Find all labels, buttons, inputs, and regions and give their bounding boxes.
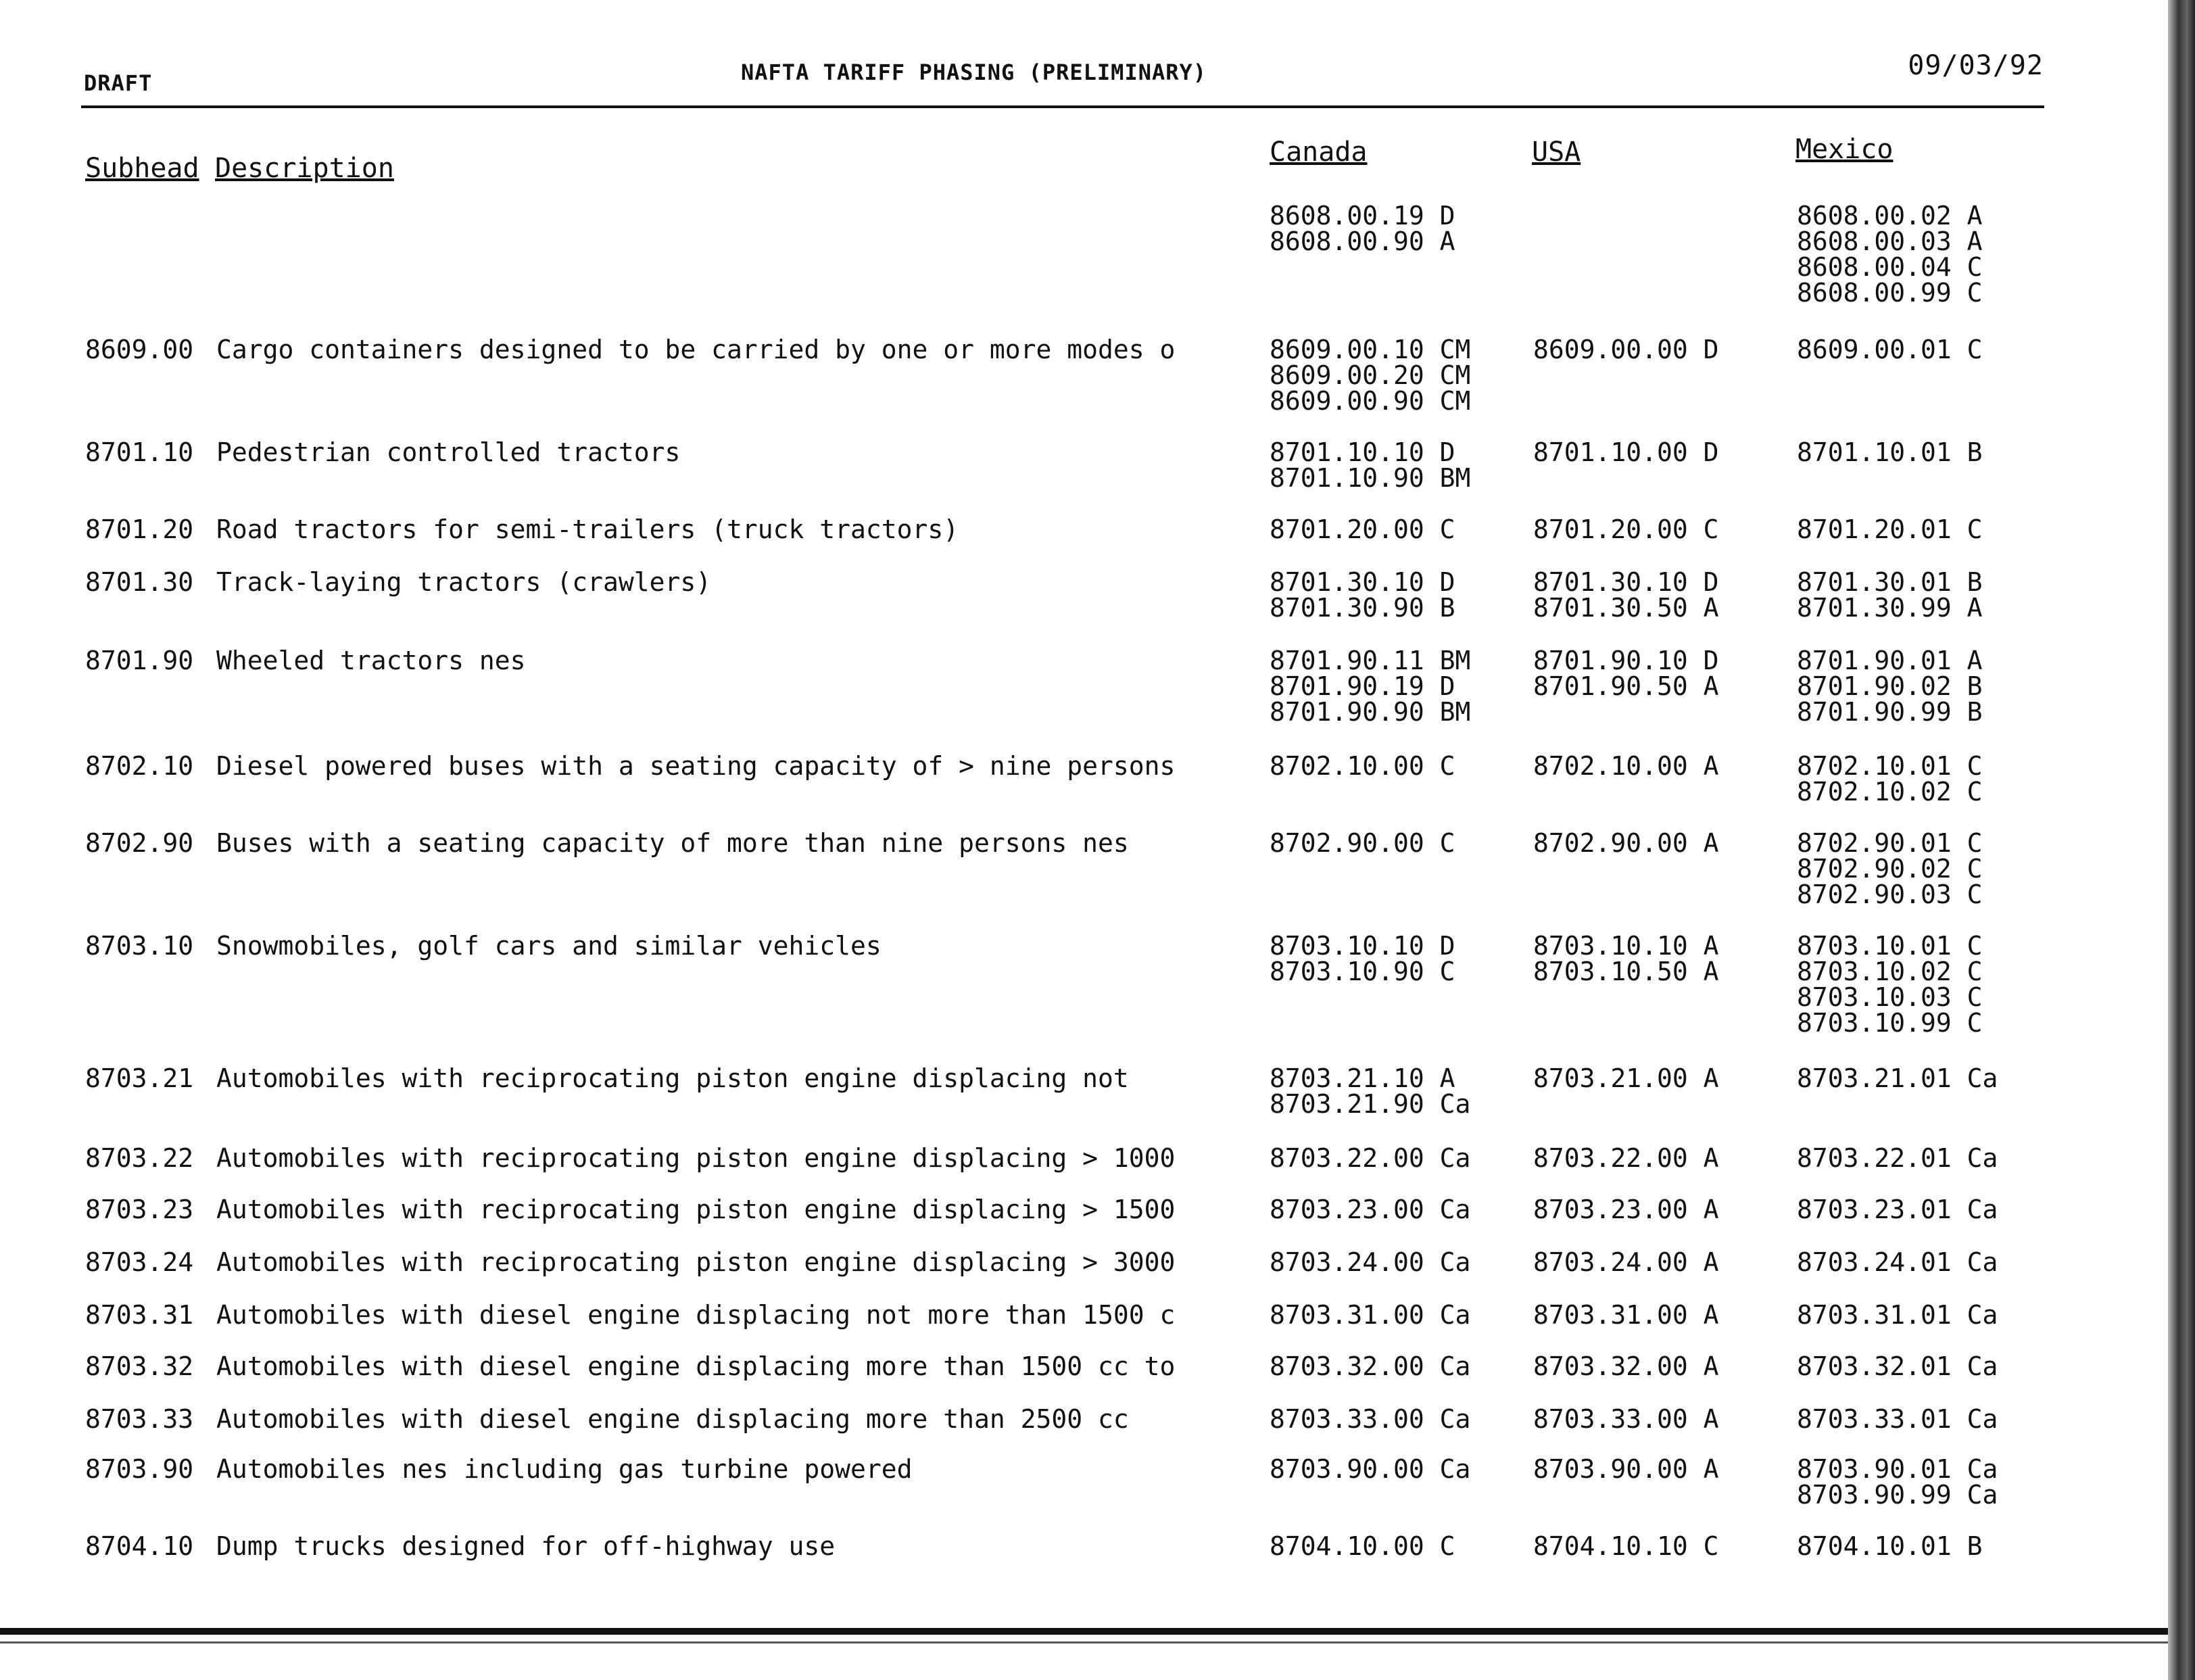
tariff-code: 8701.30.90 B — [1270, 593, 1455, 623]
canada-codes-cell — [1270, 1302, 1470, 1328]
usa-codes-cell — [1533, 1302, 1719, 1328]
usa-codes-cell — [1533, 1406, 1719, 1432]
description-cell: Automobiles with diesel engine displacing more than 1500 cc to — [216, 1351, 1176, 1381]
tariff-code: 8702.90.03 C — [1797, 880, 1983, 909]
tariff-code: 8703.33.00 A — [1533, 1404, 1719, 1434]
tariff-code: 8703.22.00 A — [1533, 1143, 1719, 1173]
tariff-code: 8608.00.03 A — [1797, 226, 1983, 256]
description-cell: Automobiles with reciprocating piston engine displacing > 3000 — [216, 1247, 1176, 1277]
canada-codes-cell — [1270, 1145, 1470, 1171]
tariff-code: 8701.90.90 BM — [1270, 697, 1471, 727]
canada-codes-cell — [1270, 1065, 1470, 1117]
canada-codes-cell — [1270, 203, 1455, 254]
column-header-canada: Canada — [1270, 137, 1368, 168]
usa-codes-cell — [1533, 1353, 1719, 1379]
tariff-code: 8704.10.10 C — [1533, 1531, 1719, 1561]
mexico-codes-cell — [1797, 830, 1983, 907]
description-cell: Pedestrian controlled tractors — [216, 437, 681, 467]
description-cell: Automobiles with diesel engine displacing more than 2500 cc — [216, 1404, 1129, 1434]
tariff-code: 8701.90.99 B — [1797, 697, 1983, 727]
tariff-code: 8702.90.01 C — [1797, 828, 1983, 858]
tariff-code: 8609.00.01 C — [1797, 335, 1983, 364]
tariff-code: 8701.90.02 B — [1797, 671, 1983, 701]
usa-codes-cell — [1533, 1533, 1719, 1559]
subhead-cell: 8701.20 — [85, 514, 194, 544]
subhead-cell: 8703.90 — [85, 1454, 194, 1484]
subhead-cell: 8702.90 — [85, 828, 194, 858]
description-cell: Road tractors for semi-trailers (truck tractors) — [216, 514, 959, 544]
tariff-code: 8703.90.99 Ca — [1797, 1480, 1998, 1510]
tariff-code: 8701.90.50 A — [1533, 671, 1719, 701]
subhead-cell: 8703.32 — [85, 1351, 194, 1381]
mexico-codes-cell — [1797, 1533, 1983, 1559]
description-cell: Automobiles with diesel engine displacing not more than 1500 c — [216, 1300, 1176, 1330]
subhead-cell: 8703.22 — [85, 1143, 194, 1173]
description-cell: Buses with a seating capacity of more than nine persons nes — [216, 828, 1129, 858]
document-date: 09/03/92 — [1908, 50, 2044, 81]
tariff-code: 8703.32.00 A — [1533, 1351, 1719, 1381]
tariff-code: 8703.32.01 Ca — [1797, 1351, 1998, 1381]
subhead-cell: 8703.10 — [85, 931, 194, 961]
mexico-codes-cell — [1797, 1353, 1998, 1379]
tariff-code: 8701.20.01 C — [1797, 514, 1983, 544]
usa-codes-cell — [1533, 933, 1719, 984]
usa-codes-cell — [1533, 1145, 1719, 1171]
subhead-cell: 8703.33 — [85, 1404, 194, 1434]
document-title: NAFTA TARIFF PHASING (PRELIMINARY) — [741, 59, 1207, 85]
canada-codes-cell — [1270, 1249, 1470, 1275]
tariff-code: 8701.90.01 A — [1797, 646, 1983, 675]
tariff-code: 8701.30.10 D — [1270, 567, 1455, 597]
description-cell: Diesel powered buses with a seating capacity of > nine persons — [216, 751, 1176, 781]
usa-codes-cell — [1533, 830, 1719, 856]
tariff-code: 8609.00.20 CM — [1270, 360, 1471, 390]
header-rule — [81, 105, 2044, 108]
canada-codes-cell — [1270, 1197, 1470, 1222]
tariff-code: 8703.33.00 Ca — [1270, 1404, 1471, 1434]
tariff-code: 8703.10.99 C — [1797, 1008, 1983, 1038]
canada-codes-cell — [1270, 439, 1470, 491]
canada-codes-cell — [1270, 1406, 1470, 1432]
column-header-usa: USA — [1532, 137, 1581, 168]
mexico-codes-cell — [1797, 439, 1983, 465]
subhead-cell: 8701.10 — [85, 437, 194, 467]
subhead-cell: 8701.30 — [85, 567, 194, 597]
tariff-code: 8703.23.01 Ca — [1797, 1195, 1998, 1224]
tariff-code: 8702.10.00 C — [1270, 751, 1455, 781]
tariff-code: 8704.10.00 C — [1270, 1531, 1455, 1561]
description-cell: Cargo containers designed to be carried by one or more modes o — [216, 335, 1176, 364]
subhead-cell: 8703.21 — [85, 1063, 194, 1093]
mexico-codes-cell — [1797, 1302, 1998, 1328]
usa-codes-cell — [1533, 514, 1719, 544]
tariff-code: 8701.90.19 D — [1270, 671, 1455, 701]
footer-rule — [0, 1628, 2195, 1635]
description-cell: Wheeled tractors nes — [216, 646, 526, 675]
mexico-codes-cell — [1797, 648, 1983, 725]
column-header-mexico: Mexico — [1795, 134, 1894, 165]
tariff-code: 8702.90.00 A — [1533, 828, 1719, 858]
subhead-cell: 8704.10 — [85, 1531, 194, 1561]
description-cell: Automobiles with reciprocating piston engine displacing not — [216, 1063, 1129, 1093]
subhead-cell: 8609.00 — [85, 335, 194, 364]
draft-label: DRAFT — [84, 70, 153, 96]
description-cell: Automobiles with reciprocating piston engine displacing > 1000 — [216, 1143, 1176, 1173]
subhead-cell: 8703.23 — [85, 1195, 194, 1224]
mexico-codes-cell — [1797, 203, 1983, 306]
mexico-codes-cell — [1797, 1406, 1998, 1432]
tariff-code: 8703.21.01 Ca — [1797, 1063, 1998, 1093]
tariff-code: 8608.00.04 C — [1797, 252, 1983, 282]
tariff-code: 8703.31.01 Ca — [1797, 1300, 1998, 1330]
mexico-codes-cell — [1797, 569, 1983, 621]
usa-codes-cell — [1533, 337, 1719, 362]
mexico-codes-cell — [1797, 1145, 1998, 1171]
subhead-cell: 8703.24 — [85, 1247, 194, 1277]
tariff-code: 8703.10.90 C — [1270, 957, 1455, 986]
tariff-code: 8702.10.01 C — [1797, 751, 1983, 781]
tariff-code: 8703.33.01 Ca — [1797, 1404, 1998, 1434]
canada-codes-cell — [1270, 337, 1470, 414]
usa-codes-cell — [1533, 1065, 1719, 1091]
tariff-code: 8701.10.90 BM — [1270, 463, 1471, 493]
tariff-code: 8703.24.00 Ca — [1270, 1247, 1471, 1277]
description-cell: Automobiles nes including gas turbine powered — [216, 1454, 913, 1484]
tariff-code: 8703.23.00 A — [1533, 1195, 1719, 1224]
canada-codes-cell — [1270, 1533, 1455, 1559]
tariff-code: 8702.90.02 C — [1797, 854, 1983, 884]
tariff-code: 8703.24.00 A — [1533, 1247, 1719, 1277]
canada-codes-cell — [1270, 569, 1455, 621]
mexico-codes-cell — [1797, 514, 1983, 544]
subhead-cell: 8702.10 — [85, 751, 194, 781]
mexico-codes-cell — [1797, 933, 1983, 1036]
tariff-code: 8701.20.00 C — [1533, 514, 1719, 544]
scan-page-edge — [2168, 0, 2195, 1680]
tariff-code: 8701.30.10 D — [1533, 567, 1719, 597]
mexico-codes-cell — [1797, 753, 1983, 805]
canada-codes-cell — [1270, 1456, 1470, 1482]
usa-codes-cell — [1533, 1456, 1719, 1482]
mexico-codes-cell — [1797, 1249, 1998, 1275]
mexico-codes-cell — [1797, 1456, 1998, 1508]
tariff-code: 8703.22.01 Ca — [1797, 1143, 1998, 1173]
tariff-code: 8609.00.00 D — [1533, 335, 1719, 364]
canada-codes-cell — [1270, 648, 1470, 725]
description-cell: Track-laying tractors (crawlers) — [216, 567, 712, 597]
tariff-code: 8703.21.00 A — [1533, 1063, 1719, 1093]
tariff-code: 8701.10.00 D — [1533, 437, 1719, 467]
tariff-code: 8703.21.10 A — [1270, 1063, 1455, 1093]
tariff-code: 8701.30.01 B — [1797, 567, 1983, 597]
tariff-code: 8609.00.10 CM — [1270, 335, 1471, 364]
tariff-code: 8703.10.50 A — [1533, 957, 1719, 986]
tariff-code: 8703.90.00 A — [1533, 1454, 1719, 1484]
subhead-cell: 8703.31 — [85, 1300, 194, 1330]
usa-codes-cell — [1533, 439, 1719, 465]
tariff-code: 8701.20.00 C — [1270, 514, 1455, 544]
tariff-code: 8609.00.90 CM — [1270, 386, 1471, 416]
tariff-code: 8701.90.11 BM — [1270, 646, 1471, 675]
footer-rule-thin — [0, 1641, 2195, 1643]
usa-codes-cell — [1533, 1197, 1719, 1222]
tariff-code: 8702.90.00 C — [1270, 828, 1455, 858]
tariff-code: 8701.10.01 B — [1797, 437, 1983, 467]
tariff-code: 8701.10.10 D — [1270, 437, 1455, 467]
tariff-code: 8703.10.01 C — [1797, 931, 1983, 961]
usa-codes-cell — [1533, 753, 1719, 779]
column-header-subhead: Subhead — [85, 153, 199, 184]
tariff-code: 8703.10.03 C — [1797, 982, 1983, 1012]
subhead-cell: 8701.90 — [85, 646, 194, 675]
tariff-code: 8703.10.10 A — [1533, 931, 1719, 961]
tariff-code: 8704.10.01 B — [1797, 1531, 1983, 1561]
description-cell: Dump trucks designed for off-highway use — [216, 1531, 836, 1561]
canada-codes-cell — [1270, 830, 1455, 856]
tariff-code: 8703.24.01 Ca — [1797, 1247, 1998, 1277]
tariff-code: 8701.30.99 A — [1797, 593, 1983, 623]
column-header-description: Description — [215, 153, 394, 184]
description-cell: Automobiles with reciprocating piston engine displacing > 1500 — [216, 1195, 1176, 1224]
tariff-code: 8608.00.99 C — [1797, 278, 1983, 308]
tariff-code: 8703.22.00 Ca — [1270, 1143, 1471, 1173]
tariff-code: 8702.10.00 A — [1533, 751, 1719, 781]
tariff-code: 8703.21.90 Ca — [1270, 1089, 1471, 1119]
canada-codes-cell — [1270, 933, 1455, 984]
tariff-code: 8702.10.02 C — [1797, 777, 1983, 807]
tariff-code: 8703.90.00 Ca — [1270, 1454, 1471, 1484]
tariff-code: 8703.90.01 Ca — [1797, 1454, 1998, 1484]
tariff-code: 8703.31.00 A — [1533, 1300, 1719, 1330]
tariff-code: 8703.10.02 C — [1797, 957, 1983, 986]
usa-codes-cell — [1533, 648, 1719, 699]
usa-codes-cell — [1533, 569, 1719, 621]
tariff-code: 8703.32.00 Ca — [1270, 1351, 1471, 1381]
tariff-code: 8703.31.00 Ca — [1270, 1300, 1471, 1330]
usa-codes-cell — [1533, 1249, 1719, 1275]
mexico-codes-cell — [1797, 1065, 1998, 1091]
tariff-code: 8608.00.90 A — [1270, 226, 1455, 256]
mexico-codes-cell — [1797, 337, 1983, 362]
description-cell: Snowmobiles, golf cars and similar vehicles — [216, 931, 882, 961]
tariff-code: 8608.00.02 A — [1797, 201, 1983, 231]
tariff-code: 8703.23.00 Ca — [1270, 1195, 1471, 1224]
tariff-code: 8703.10.10 D — [1270, 931, 1455, 961]
tariff-code: 8701.30.50 A — [1533, 593, 1719, 623]
canada-codes-cell — [1270, 753, 1455, 779]
canada-codes-cell — [1270, 514, 1455, 544]
canada-codes-cell — [1270, 1353, 1470, 1379]
tariff-code: 8701.90.10 D — [1533, 646, 1719, 675]
tariff-code: 8608.00.19 D — [1270, 201, 1455, 231]
mexico-codes-cell — [1797, 1197, 1998, 1222]
